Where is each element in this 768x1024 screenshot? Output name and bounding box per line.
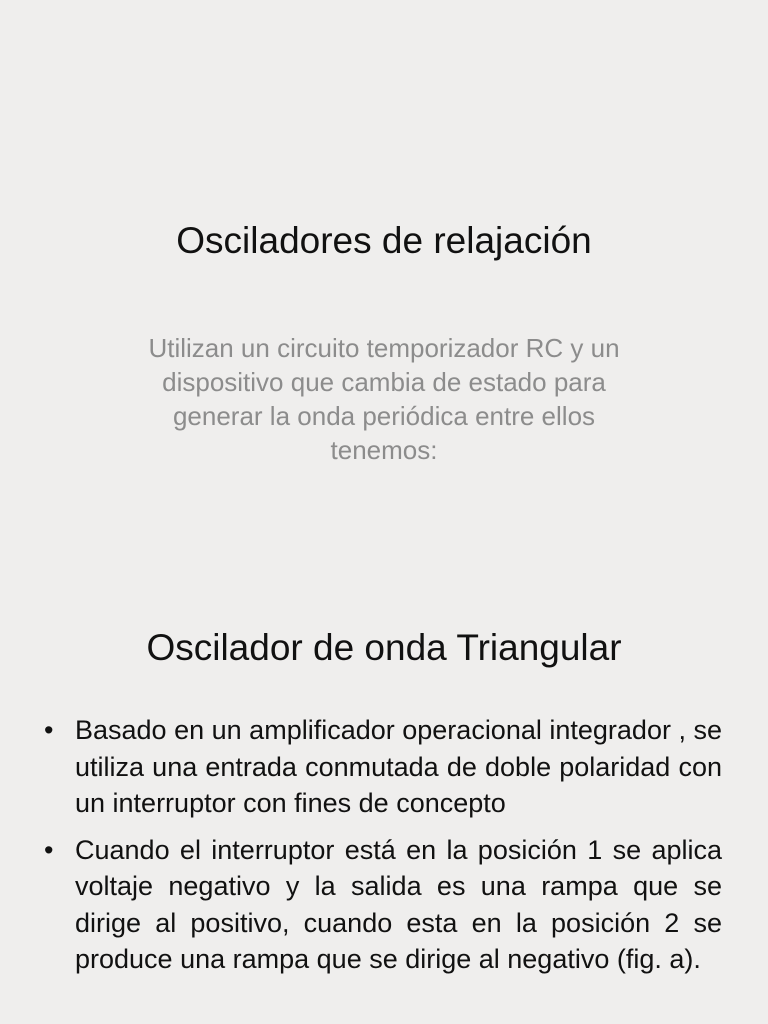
bullet-text: Basado en un amplificador operacional integrador , se utiliza una entrada conmutada de doble polaridad con un interruptor con fines de concepto xyxy=(75,715,722,818)
bullet-list xyxy=(0,712,768,988)
bullet-dot-icon: • xyxy=(44,834,54,865)
slide-content xyxy=(0,576,768,1024)
bullet-item xyxy=(0,832,768,978)
slide-subtitle: Utilizan un circuito temporizador RC y un dispositivo que cambia de estado para generar la onda periódica entre ellos tenemos: xyxy=(148,333,620,465)
bullet-text: Cuando el interruptor está en la posición 1 se aplica voltaje negativo y la salida es una rampa que se dirige al positivo, cuando esta en la posición 2 se produce una rampa que se dirige al negativo (fig. a). xyxy=(75,834,722,974)
slide-title-heading: Osciladores de relajación xyxy=(176,220,592,261)
bullet-dot-icon: • xyxy=(44,715,54,745)
bullet-item xyxy=(0,712,768,822)
slide-content-heading: Oscilador de onda Triangular xyxy=(146,627,622,668)
